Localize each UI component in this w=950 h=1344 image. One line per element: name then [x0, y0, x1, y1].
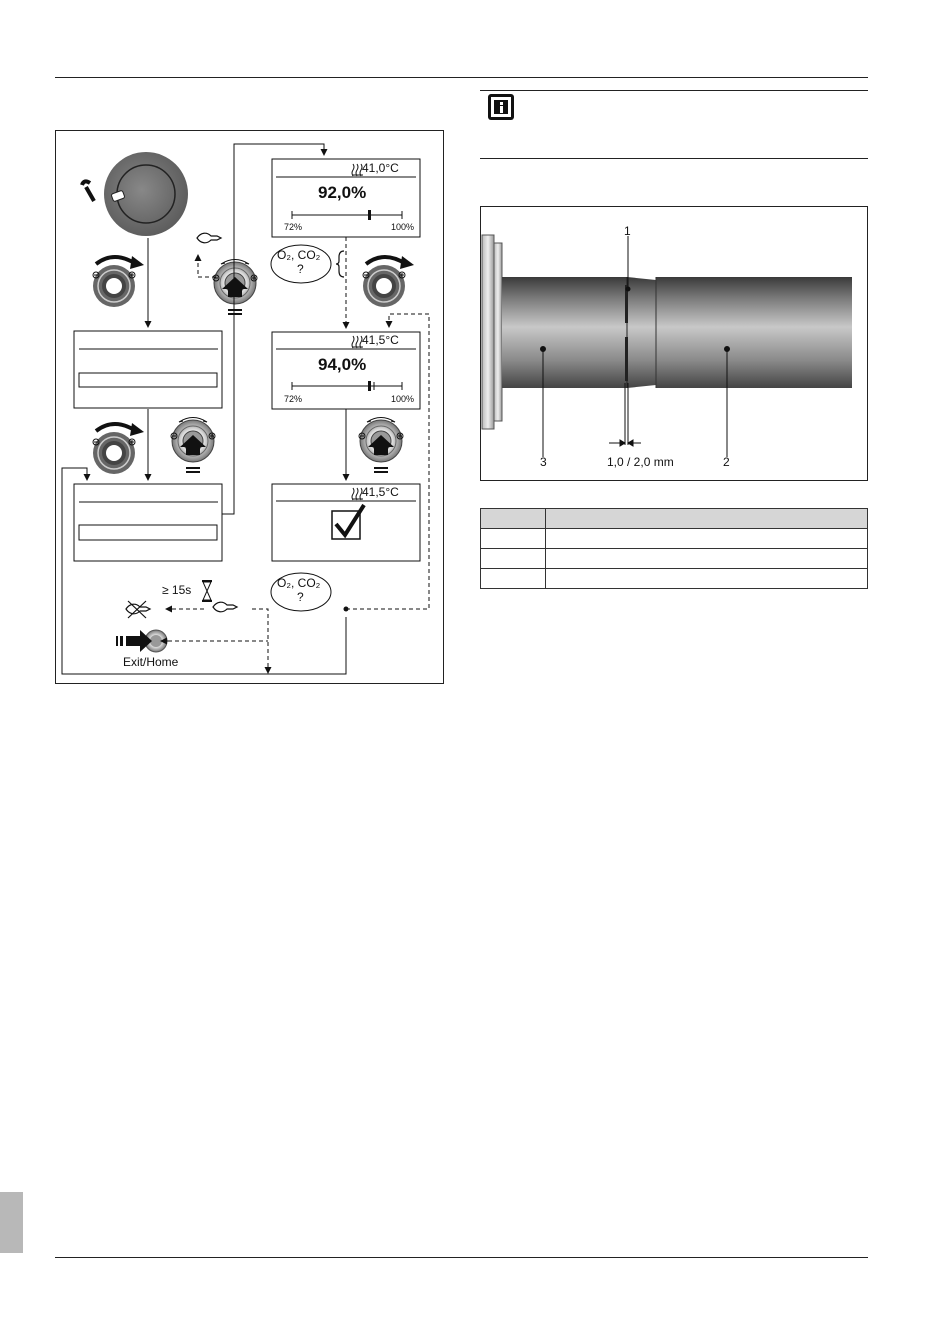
- table-row: [481, 549, 868, 569]
- main-dial-icon: [104, 152, 188, 236]
- screen3-temp: 41,5°C: [362, 485, 399, 499]
- gas-label-2: O₂, CO₂: [277, 576, 321, 590]
- screen1-min: 72%: [284, 222, 303, 232]
- footer-rule: [55, 1257, 868, 1258]
- info-icon: [488, 94, 514, 120]
- screen2-max: 100%: [391, 394, 415, 404]
- press-knob-icon: [213, 260, 257, 316]
- callout-3: 3: [540, 455, 547, 469]
- gas-label-1: O₂, CO₂: [277, 248, 321, 262]
- info-top-rule: [480, 90, 868, 91]
- pipe-drawing: [482, 235, 852, 429]
- press-knob-icon: [171, 418, 215, 474]
- pipe-figure-svg: [481, 207, 869, 482]
- legend-table: [480, 508, 868, 589]
- table-header-cell: [546, 509, 868, 529]
- info-bottom-rule: [480, 158, 868, 159]
- turn-knob-icon: [93, 256, 144, 307]
- screen-menu-2: [74, 484, 222, 561]
- header-rule: [55, 77, 868, 78]
- exit-home-button-icon: [116, 630, 167, 652]
- table-row: [481, 569, 868, 589]
- screen1-temp: 41,0°C: [362, 161, 399, 175]
- timeout-label: ≥ 15s: [162, 583, 192, 597]
- callout-2: 2: [723, 455, 730, 469]
- screen1-value: 92,0%: [318, 183, 367, 202]
- gas-question-2: ?: [297, 590, 304, 604]
- gas-question-1: ?: [297, 262, 304, 276]
- flame-icon: [197, 233, 221, 243]
- table-row: [481, 529, 868, 549]
- screen1-max: 100%: [391, 222, 415, 232]
- screen2-temp: 41,5°C: [362, 333, 399, 347]
- exit-home-label: Exit/Home: [123, 655, 179, 669]
- flame-off-icon: [126, 601, 150, 618]
- wrench-icon: [82, 181, 94, 201]
- press-knob-icon: [359, 418, 403, 474]
- gap-dimension-label: 1,0 / 2,0 mm: [607, 455, 674, 469]
- flow-diagram-svg: [56, 131, 445, 685]
- callout-1: 1: [624, 224, 631, 238]
- screen2-min: 72%: [284, 394, 303, 404]
- screen2-value: 94,0%: [318, 355, 367, 374]
- junction-dot: [344, 607, 349, 612]
- table-header-row: [481, 509, 868, 529]
- turn-knob-icon: [93, 423, 144, 474]
- hourglass-icon: [202, 580, 212, 602]
- turn-knob-icon: [363, 256, 414, 307]
- pipe-figure: [480, 206, 868, 481]
- flame-icon: [213, 602, 237, 612]
- screen-menu-1: [74, 331, 222, 408]
- table-header-cell: [481, 509, 546, 529]
- chapter-tab: [0, 1192, 23, 1253]
- flow-diagram: [55, 130, 444, 684]
